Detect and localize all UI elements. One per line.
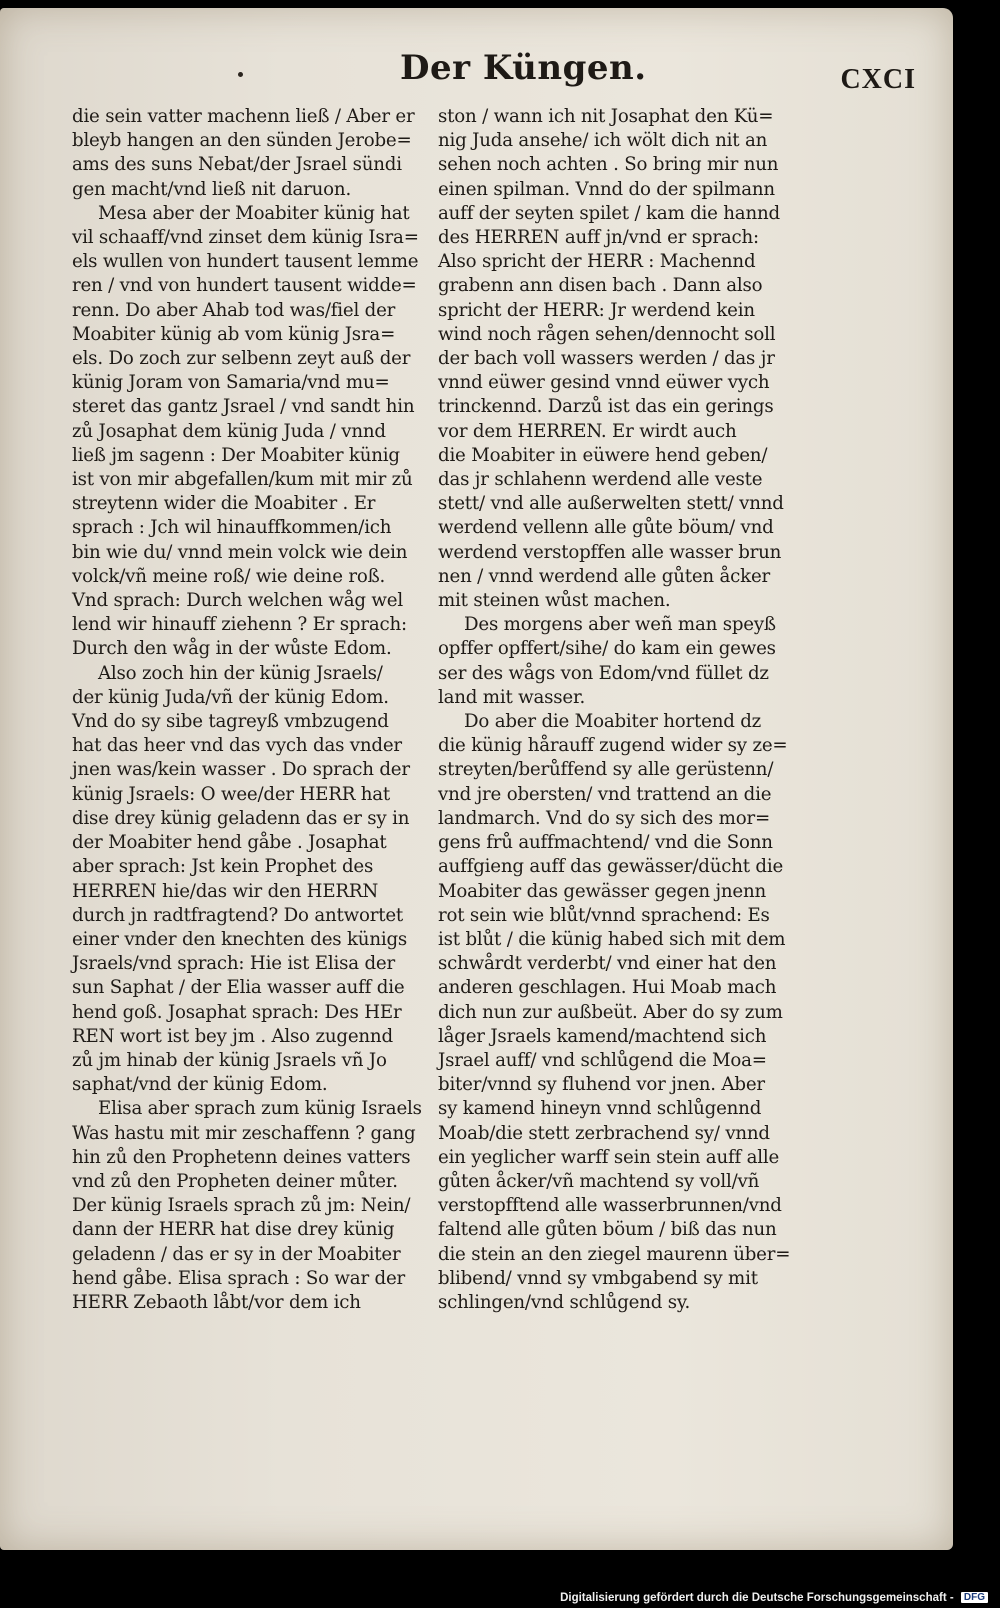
text-line: Des morgens aber weñ man speyß (464, 614, 776, 636)
text-line: sy kamend hineyn vnnd schlůgennd (438, 1098, 762, 1120)
text-line: Moabiter das gewässer gegen jnenn (438, 880, 766, 902)
text-line: die sein vatter machenn ließ / Aber er (72, 106, 415, 127)
right-text-column (438, 105, 826, 1315)
text-line: Jsrael auff/ vnd schlůgend die Moa= (438, 1049, 767, 1071)
text-line: ams des suns Nebat/der Jsrael sündi (72, 154, 402, 176)
text-line: mit steinen wůst machen. (438, 590, 671, 612)
text-line: werdend verstopffen alle wasser brun (438, 541, 782, 563)
ornament-dot (238, 72, 243, 77)
text-line: els. Do zoch zur selbenn zeyt auß der (72, 348, 411, 370)
text-line: vil schaaff/vnd zinset dem künig Isra= (72, 227, 419, 249)
text-line: Moab/die stett zerbrachend sy/ vnnd (438, 1122, 770, 1144)
text-line: stett/ vnd alle außerwelten stett/ vnnd (438, 493, 784, 515)
text-line: streytenn wider die Moabiter . Er (72, 493, 376, 515)
text-line: Vnd do sy sibe tagreyß vmbzugend (72, 711, 389, 733)
text-line: einer vnder den knechten des künigs (72, 928, 408, 950)
text-line: der Moabiter hend gåbe . Josaphat (72, 832, 387, 854)
text-line: biter/vnnd sy fluhend vor jnen. Aber (438, 1074, 765, 1096)
text-line: Vnd sprach: Durch welchen wåg wel (72, 590, 403, 612)
text-line: auff der seyten spilet / kam die hannd (438, 202, 780, 224)
text-line: opffer opffert/sihe/ do kam ein gewes (438, 638, 776, 660)
text-line: Elisa aber sprach zum künig Israels (98, 1098, 422, 1120)
text-line: nen / vnnd werdend alle gůten åcker (438, 565, 771, 587)
text-line: ston / wann ich nit Josaphat den Kü= (438, 106, 774, 127)
text-line: HERREN hie/das wir den HERRN (72, 880, 379, 902)
text-line: sun Saphat / der Elia wasser auff die (72, 977, 405, 999)
text-line: Moabiter künig ab vom künig Jsra= (72, 323, 396, 345)
text-line: jnen was/kein wasser . Do sprach der (72, 759, 410, 781)
text-line: nig Juda ansehe/ ich wölt dich nit an (438, 130, 768, 152)
text-line: Durch den wåg in der wůste Edom. (72, 638, 392, 660)
text-line: Mesa aber der Moabiter künig hat (98, 202, 410, 224)
text-line: ein yeglicher warff sein stein auff alle (438, 1146, 780, 1168)
text-line: rot sein wie blůt/vnnd sprachend: Es (438, 904, 770, 926)
page-header (70, 48, 930, 98)
text-line: landmarch. Vnd do sy sich des mor= (438, 807, 770, 829)
text-line: der bach voll wassers werden / das jr (438, 348, 775, 370)
text-line: ren / vnd von hundert tausent widde= (72, 275, 417, 297)
text-line: zů Josaphat dem künig Juda / vnnd (72, 420, 386, 442)
text-line: einen spilman. Vnnd do der spilmann (438, 178, 775, 200)
left-text-column (72, 105, 440, 1315)
text-line: ist blůt / die künig habed sich mit dem (438, 928, 786, 950)
book-page (0, 8, 953, 1550)
text-line: saphat/vnd der künig Edom. (72, 1074, 328, 1096)
text-line: das jr schlahenn werdend alle veste (438, 469, 763, 491)
running-title: Der Küngen. (400, 48, 647, 88)
text-line: anderen geschlagen. Hui Moab mach (438, 977, 777, 999)
folio-number: CXCI (840, 64, 916, 95)
text-line: Jsraels/vnd sprach: Hie ist Elisa der (72, 953, 395, 975)
text-line: HERR Zebaoth låbt/vor dem ich (72, 1291, 361, 1313)
text-line: verstopfftend alle wasserbrunnen/vnd (438, 1195, 782, 1217)
text-line: die stein an den ziegel maurenn über= (438, 1243, 791, 1265)
text-line: wind noch rågen sehen/dennocht soll (438, 323, 776, 345)
dfg-logo: DFG (961, 1592, 988, 1603)
text-line: hin zů den Prophetenn deines vatters (72, 1146, 411, 1168)
text-line: trinckennd. Darzů ist das ein gerings (438, 396, 774, 418)
text-line: blibend/ vnnd sy vmbgabend sy mit (438, 1267, 758, 1289)
text-line: vnd zů den Propheten deiner můter. (72, 1170, 398, 1192)
text-line: schlingen/vnd schlůgend sy. (438, 1291, 691, 1313)
text-line: ser des wågs von Edom/vnd füllet dz (438, 662, 769, 684)
text-line: durch jn radtfragtend? Do antwortet (72, 904, 403, 926)
text-line: hat das heer vnd das vych das vnder (72, 735, 402, 757)
text-line: zů jm hinab der künig Jsraels vñ Jo (72, 1049, 387, 1071)
text-line: lend wir hinauff ziehenn ? Er sprach: (72, 614, 407, 636)
text-line: bleyb hangen an den sünden Jerobe= (72, 130, 412, 152)
text-line: vnnd eüwer gesind vnnd eüwer vych (438, 372, 770, 394)
text-line: Der künig Israels sprach zů jm: Nein/ (72, 1195, 411, 1217)
text-line: faltend alle gůten böum / biß das nun (438, 1219, 777, 1241)
text-line: sehen noch achten . So bring mir nun (438, 154, 779, 176)
text-line: dann der HERR hat dise drey künig (72, 1219, 395, 1241)
text-line: vnd jre obersten/ vnd trattend an die (438, 783, 772, 805)
text-line: land mit wasser. (438, 686, 586, 708)
text-line: REN wort ist bey jm . Also zugennd (72, 1025, 393, 1047)
text-line: die Moabiter in eüwere hend geben/ (438, 444, 768, 466)
credit-text: Digitalisierung gefördert durch die Deutsche Forschungsgemeinschaft - (560, 1592, 954, 1604)
text-line: des HERREN auff jn/vnd er sprach: (438, 227, 759, 249)
text-line: werdend vellenn alle gůte böum/ vnd (438, 517, 774, 539)
text-line: volck/vñ meine roß/ wie deine roß. (72, 565, 386, 587)
text-line: schwårdt verderbt/ vnd einer hat den (438, 953, 777, 975)
text-line: der künig Juda/vñ der künig Edom. (72, 686, 389, 708)
text-line: dise drey künig geladenn das er sy in (72, 807, 410, 829)
text-line: gůten åcker/vñ machtend sy voll/vñ (438, 1170, 760, 1192)
text-line: els wullen von hundert tausent lemme (72, 251, 419, 273)
text-line: künig Jsraels: O wee/der HERR hat (72, 783, 391, 805)
text-line: künig Joram von Samaria/vnd mu= (72, 372, 390, 394)
text-line: gens frů auffmachtend/ vnd die Sonn (438, 832, 773, 854)
text-line: renn. Do aber Ahab tod was/fiel der (72, 299, 396, 321)
text-line: streyten/berůffend sy alle gerüstenn/ (438, 759, 774, 781)
text-line: hend goß. Josaphat sprach: Des HEr (72, 1001, 402, 1023)
text-line: hend gåbe. Elisa sprach : So war der (72, 1267, 406, 1289)
text-line: aber sprach: Jst kein Prophet des (72, 856, 374, 878)
text-line: Also spricht der HERR : Machennd (438, 251, 756, 273)
text-line: dich nun zur außbeüt. Aber do sy zum (438, 1001, 783, 1023)
text-line: vor dem HERREN. Er wirdt auch (438, 420, 737, 442)
text-line: die künig hårauff zugend wider sy ze= (438, 735, 788, 757)
text-line: Also zoch hin der künig Jsraels/ (98, 662, 383, 684)
text-line: ist von mir abgefallen/kum mit mir zů (72, 469, 413, 491)
text-line: låger Jsraels kamend/machtend sich (438, 1025, 767, 1047)
text-line: steret das gantz Jsrael / vnd sandt hin (72, 396, 415, 418)
text-line: auffgieng auff das gewässer/dücht die (438, 856, 784, 878)
digitization-credit (560, 1592, 988, 1604)
text-line: grabenn ann disen bach . Dann also (438, 275, 763, 297)
text-line: bin wie du/ vnnd mein volck wie dein (72, 541, 408, 563)
text-line: spricht der HERR: Jr werdend kein (438, 299, 755, 321)
text-line: geladenn / das er sy in der Moabiter (72, 1243, 401, 1265)
text-line: gen macht/vnd ließ nit daruon. (72, 178, 352, 200)
text-line: Do aber die Moabiter hortend dz (464, 711, 762, 733)
text-line: ließ jm sagenn : Der Moabiter künig (72, 444, 400, 466)
text-line: sprach : Jch wil hinauffkommen/ich (72, 517, 392, 539)
text-line: Was hastu mit mir zeschaffenn ? gang (72, 1122, 416, 1144)
